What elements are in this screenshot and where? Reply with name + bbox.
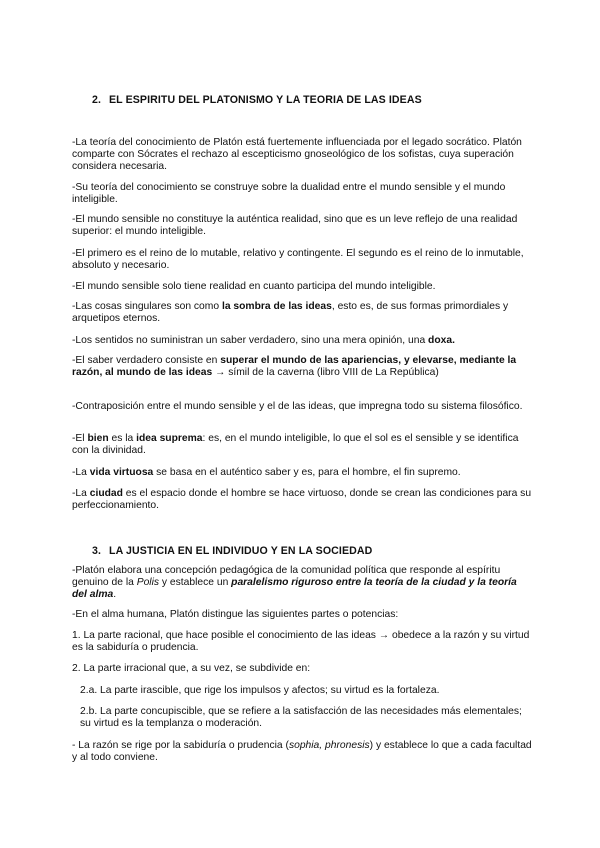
section-3-heading	[92, 545, 372, 557]
text-run: , esto es, de sus formas primordiales y arquetipos eternos.	[72, 301, 509, 324]
section-2-number: 2.	[92, 94, 102, 106]
italic-text: Polis	[136, 576, 160, 588]
bold-text: superar el mundo de las apariencias, y elevarse, mediante la razón, al mundo de las ideas	[72, 355, 517, 378]
text-run: : es, en el mundo inteligible, lo que el sol es el sensible y se identifica con la divinidad.	[72, 433, 519, 456]
text-run: - La razón se rige por la sabiduría o prudencia (	[72, 740, 289, 751]
paragraph	[72, 740, 532, 764]
bold-text: ciudad	[89, 488, 123, 499]
bold-text: doxa.	[428, 335, 455, 346]
italic-text: sophia, phronesis	[288, 740, 370, 751]
text-run: -El saber verdadero consiste en	[72, 355, 221, 366]
section-2-title: EL ESPIRITU DEL PLATONISMO Y LA TEORIA DE LAS IDEAS	[109, 94, 422, 106]
text-run: -La	[72, 488, 90, 499]
text-run: -Las cosas singulares son como	[72, 301, 222, 312]
paragraph: -El mundo sensible solo tiene realidad en cuanto participa del mundo inteligible.	[72, 281, 436, 292]
section-2-heading	[92, 94, 422, 106]
text-run: ) y establece lo que a cada facultad y al todo conviene.	[72, 740, 532, 763]
section-3-number: 3.	[92, 545, 102, 557]
bold-text: idea suprema	[136, 433, 203, 444]
text-run: -La	[72, 467, 90, 478]
bold-text: vida virtuosa	[89, 467, 154, 478]
list-item: 2.a. La parte irascible, que rige los impulsos y afectos; su virtud es la fortaleza.	[80, 685, 440, 696]
paragraph	[72, 301, 532, 325]
section-3-title: LA JUSTICIA EN EL INDIVIDUO Y EN LA SOCIEDAD	[109, 545, 373, 557]
text-run: -Los sentidos no suministran un saber verdadero, sino una mera opinión, una	[72, 335, 429, 346]
list-item: 2.b. La parte concupiscible, que se refiere a la satisfacción de las necesidades más elementales; su virtud es la templanza o moderación.	[80, 706, 522, 729]
paragraph	[72, 467, 532, 479]
paragraph	[72, 355, 532, 379]
text-run: es la	[108, 433, 137, 444]
text-run: → símil de la caverna (libro VIII de La República)	[212, 366, 439, 378]
bold-text: bien	[87, 433, 109, 444]
paragraph: -En el alma humana, Platón distingue las siguientes partes o potencias:	[72, 609, 399, 620]
paragraph: -Contraposición entre el mundo sensible y el de las ideas, que impregna todo su sistema filosófico.	[72, 401, 523, 412]
bold-italic-text: paralelismo riguroso entre la teoría de la ciudad y la teoría del alma	[72, 576, 517, 600]
bold-text: la sombra de las ideas	[221, 301, 332, 312]
text-run: se basa en el auténtico saber y es, para el hombre, el fin supremo.	[153, 467, 461, 478]
list-item: 2. La parte irracional que, a su vez, se subdivide en:	[72, 663, 311, 674]
text-run: es el espacio donde el hombre se hace virtuoso, donde se crean las condiciones para su perfeccionamiento.	[72, 488, 532, 511]
text-run: y establece un	[159, 576, 232, 588]
paragraph: -La teoría del conocimiento de Platón está fuertemente influenciada por el legado socrático. Platón comparte con Sócrates el rechazo al escepticismo gnoseológico de los sofistas, cuya superación considera necesaria.	[72, 137, 522, 172]
paragraph	[72, 565, 532, 600]
text-run: .	[113, 588, 117, 600]
text-run: -El	[72, 433, 88, 444]
paragraph: -El mundo sensible no constituye la auténtica realidad, sino que es un leve reflejo de una realidad superior: el mundo inteligible.	[72, 214, 518, 237]
paragraph	[72, 335, 532, 347]
paragraph	[72, 433, 532, 457]
paragraph: -Su teoría del conocimiento se construye sobre la dualidad entre el mundo sensible y el mundo inteligible.	[72, 182, 506, 205]
text-run: -Platón elabora una concepción pedagógica de la comunidad política que responde al espíritu genuino de la	[72, 565, 501, 588]
paragraph	[72, 488, 532, 512]
list-item: 1. La parte racional, que hace posible el conocimiento de las ideas → obedece a la razón y su virtud es la sabiduría o prudencia.	[72, 630, 530, 653]
paragraph: -El primero es el reino de lo mutable, relativo y contingente. El segundo es el reino de lo inmutable, absoluto y necesario.	[72, 248, 524, 271]
